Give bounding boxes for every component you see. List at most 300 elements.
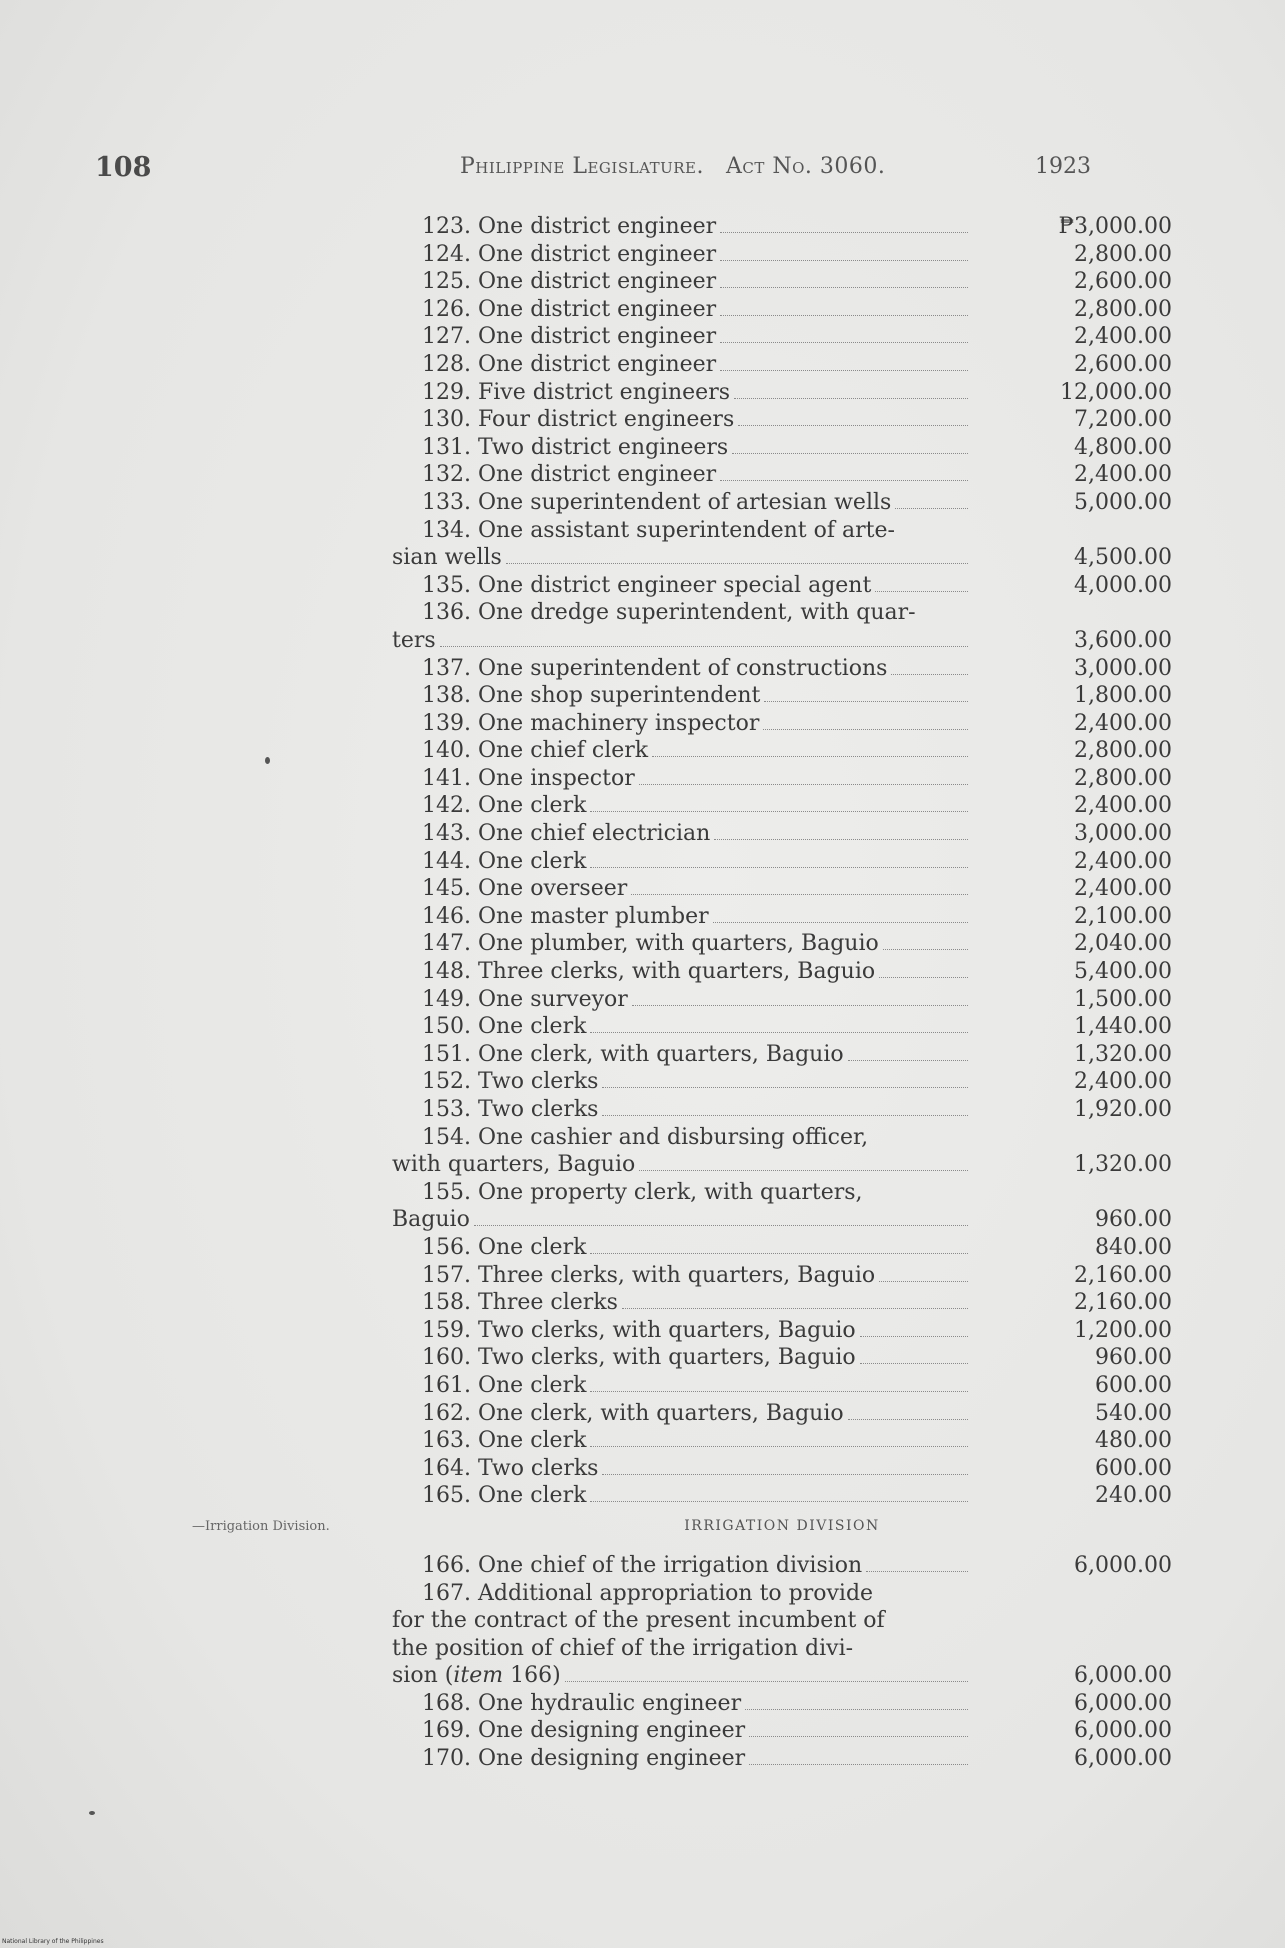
- item-text: 149. One surveyor: [422, 986, 628, 1012]
- appropriation-item: [392, 1717, 1172, 1745]
- item-amount: 2,800.00: [1074, 296, 1172, 322]
- leader-dots: [745, 1709, 968, 1710]
- item-amount: 4,500.00: [1074, 545, 1172, 571]
- appropriation-item: [392, 1317, 1172, 1345]
- item-amount: 540.00: [1095, 1400, 1172, 1426]
- item-text: 142. One clerk: [422, 793, 587, 819]
- appropriation-item: [392, 296, 1172, 324]
- item-description: [392, 737, 972, 765]
- item-text: 168. One hydraulic engineer: [422, 1690, 742, 1716]
- item-description: [392, 1317, 972, 1345]
- item-text: sian wells: [392, 545, 502, 571]
- appropriation-items-part2: [392, 1552, 1172, 1773]
- leader-dots: [590, 1501, 968, 1502]
- item-text-line: [392, 1317, 972, 1345]
- item-text-line: [392, 241, 972, 269]
- item-amount: 2,400.00: [1074, 324, 1172, 350]
- item-amount: 480.00: [1095, 1428, 1172, 1454]
- leader-dots: [732, 453, 968, 454]
- leader-dots: [749, 1764, 968, 1765]
- leader-dots: [866, 1571, 968, 1572]
- item-text: 139. One machinery inspector: [422, 710, 760, 736]
- item-text: 144. One clerk: [422, 848, 587, 874]
- item-text-line: [392, 1068, 972, 1096]
- leader-dots: [720, 287, 968, 288]
- item-text-line: [392, 958, 972, 986]
- leader-dots: [720, 342, 968, 343]
- leader-dots: [720, 480, 968, 481]
- item-text: 158. Three clerks: [422, 1290, 618, 1316]
- item-amount: 1,440.00: [1074, 1014, 1172, 1040]
- leader-dots: [891, 674, 968, 675]
- item-description: [392, 1096, 972, 1124]
- appropriation-item: [392, 820, 1172, 848]
- appropriation-item: [392, 682, 1172, 710]
- item-description: [392, 351, 972, 379]
- item-text: 143. One chief electrician: [422, 821, 711, 847]
- item-description: [392, 848, 972, 876]
- appropriation-item: [392, 572, 1172, 600]
- item-amount: 2,400.00: [1074, 876, 1172, 902]
- item-text-line: [392, 682, 972, 710]
- leader-dots: [763, 729, 968, 730]
- item-description: [392, 1455, 972, 1483]
- item-text: 145. One overseer: [422, 876, 628, 902]
- leader-dots: [631, 894, 968, 895]
- item-amount: 1,320.00: [1074, 1041, 1172, 1067]
- item-amount: 1,800.00: [1074, 683, 1172, 709]
- leader-dots: [879, 977, 968, 978]
- appropriation-item: [392, 379, 1172, 407]
- item-amount: 2,400.00: [1074, 793, 1172, 819]
- appropriation-item: [392, 213, 1172, 241]
- appropriation-item: [392, 1234, 1172, 1262]
- item-amount: 6,000.00: [1074, 1690, 1172, 1716]
- item-text-line: [392, 351, 972, 379]
- act-number: Act No. 3060.: [725, 154, 886, 179]
- item-text-line: [392, 268, 972, 296]
- item-description: [392, 1717, 972, 1745]
- item-amount: 2,400.00: [1074, 710, 1172, 736]
- appropriation-item: [392, 1482, 1172, 1510]
- item-amount: 2,600.00: [1074, 269, 1172, 295]
- item-text-line: [392, 1482, 972, 1510]
- item-description: [392, 461, 972, 489]
- item-text-line: [392, 517, 972, 545]
- item-text: 160. Two clerks, with quarters, Baguio: [422, 1345, 856, 1371]
- item-text-line: [392, 1151, 972, 1179]
- leader-dots: [565, 1681, 968, 1682]
- leader-dots: [895, 508, 968, 509]
- item-amount: 2,400.00: [1074, 462, 1172, 488]
- item-text-line: [392, 544, 972, 572]
- item-amount: ₱3,000.00: [1058, 214, 1172, 239]
- section-gap: [392, 1510, 1172, 1552]
- appropriation-item: [392, 1745, 1172, 1773]
- appropriation-item: [392, 1552, 1172, 1580]
- leader-dots: [602, 1474, 968, 1475]
- item-description: [392, 710, 972, 738]
- item-text-line: [392, 627, 972, 655]
- running-head-title: Philippine Legislature.: [460, 154, 704, 179]
- item-text: 164. Two clerks: [422, 1455, 599, 1481]
- appropriation-item: [392, 434, 1172, 462]
- item-text-line: [392, 1096, 972, 1124]
- appropriation-item: [392, 930, 1172, 958]
- appropriation-item: [392, 323, 1172, 351]
- item-text-line: [392, 655, 972, 683]
- item-text: 126. One district engineer: [422, 296, 717, 322]
- item-text-line: [392, 1662, 972, 1690]
- item-text: 161. One clerk: [422, 1372, 587, 1398]
- item-amount: 2,160.00: [1074, 1262, 1172, 1288]
- appropriation-item: [392, 1068, 1172, 1096]
- appropriation-item: [392, 710, 1172, 738]
- item-text-line: [392, 1635, 972, 1663]
- item-description: [392, 1400, 972, 1428]
- item-text: 129. Five district engineers: [422, 379, 730, 405]
- item-text: 165. One clerk: [422, 1483, 587, 1509]
- appropriation-item: [392, 406, 1172, 434]
- item-amount: 1,320.00: [1074, 1152, 1172, 1178]
- item-text: 124. One district engineer: [422, 241, 717, 267]
- item-amount: 4,000.00: [1074, 572, 1172, 598]
- appropriation-item: [392, 1041, 1172, 1069]
- appropriation-item: [392, 599, 1172, 654]
- item-description: [392, 213, 972, 241]
- appropriation-item: [392, 1580, 1172, 1690]
- appropriation-item: [392, 1289, 1172, 1317]
- item-description: [392, 682, 972, 710]
- item-text: 130. Four district engineers: [422, 407, 735, 433]
- item-description: [392, 1690, 972, 1718]
- item-amount: 2,160.00: [1074, 1290, 1172, 1316]
- item-description: [392, 765, 972, 793]
- item-text-line: [392, 1344, 972, 1372]
- leader-dots: [883, 949, 968, 950]
- item-amount: 6,000.00: [1074, 1718, 1172, 1744]
- item-text-line: [392, 489, 972, 517]
- item-amount: 6,000.00: [1074, 1663, 1172, 1689]
- item-text: 136. One dredge superintendent, with quar-: [422, 600, 916, 626]
- leader-dots: [590, 1446, 968, 1447]
- leader-dots: [713, 922, 968, 923]
- item-text: 154. One cashier and disbursing officer,: [422, 1124, 869, 1150]
- appropriation-item: [392, 351, 1172, 379]
- leader-dots: [848, 1419, 968, 1420]
- item-text: 169. One designing engineer: [422, 1718, 746, 1744]
- item-text: Baguio: [392, 1207, 470, 1233]
- item-description: [392, 1344, 972, 1372]
- item-text: 147. One plumber, with quarters, Baguio: [422, 931, 879, 957]
- item-amount: 1,920.00: [1074, 1097, 1172, 1122]
- appropriation-item: [392, 1013, 1172, 1041]
- item-description: [392, 1124, 972, 1179]
- leader-dots: [860, 1336, 968, 1337]
- item-text: 157. Three clerks, with quarters, Baguio: [422, 1262, 876, 1288]
- item-amount: 7,200.00: [1074, 407, 1172, 433]
- appropriation-item: [392, 1372, 1172, 1400]
- item-description: [392, 986, 972, 1014]
- item-text-line: [392, 1455, 972, 1483]
- item-amount: 2,100.00: [1074, 903, 1172, 929]
- item-description: [392, 875, 972, 903]
- item-description: [392, 379, 972, 407]
- item-text-line: [392, 323, 972, 351]
- item-text-line: [392, 765, 972, 793]
- item-text-line: [392, 875, 972, 903]
- item-description: [392, 1234, 972, 1262]
- leader-dots: [622, 1308, 968, 1309]
- item-text: 170. One designing engineer: [422, 1746, 746, 1772]
- item-text: 153. Two clerks: [422, 1097, 599, 1122]
- item-text: 128. One district engineer: [422, 351, 717, 377]
- leader-dots: [749, 1736, 968, 1737]
- item-text: 127. One district engineer: [422, 324, 717, 350]
- appropriation-item: [392, 489, 1172, 517]
- header-year: 1923: [1035, 154, 1091, 179]
- item-text: 133. One superintendent of artesian wells: [422, 489, 892, 515]
- item-description: [392, 599, 972, 654]
- item-description: [392, 323, 972, 351]
- item-text: ters: [392, 627, 436, 653]
- appropriation-item: [392, 848, 1172, 876]
- item-text-line: [392, 379, 972, 407]
- item-text-line: [392, 1717, 972, 1745]
- item-text: 152. Two clerks: [422, 1069, 599, 1095]
- item-amount: 2,400.00: [1074, 848, 1172, 874]
- item-amount: 960.00: [1095, 1207, 1172, 1233]
- leader-dots: [764, 701, 968, 702]
- item-description: [392, 1482, 972, 1510]
- item-text: sion (item 166): [392, 1663, 561, 1689]
- item-description: [392, 489, 972, 517]
- item-description: [392, 820, 972, 848]
- item-text: with quarters, Baguio: [392, 1152, 636, 1178]
- item-text: 150. One clerk: [422, 1014, 587, 1040]
- item-text: 131. Two district engineers: [422, 434, 729, 460]
- item-amount: 4,800.00: [1074, 434, 1172, 460]
- item-text-line: [392, 213, 972, 241]
- footer-stamp: National Library of the Philippines: [2, 1938, 104, 1945]
- item-text-line: [392, 1124, 972, 1152]
- ink-speck: [89, 1811, 95, 1815]
- item-text-line: [392, 1206, 972, 1234]
- item-description: [392, 1179, 972, 1234]
- item-description: [392, 1068, 972, 1096]
- item-text: 132. One district engineer: [422, 462, 717, 488]
- item-text-line: [392, 1289, 972, 1317]
- item-amount: 5,400.00: [1074, 959, 1172, 985]
- leader-dots: [639, 784, 968, 785]
- item-amount: 960.00: [1095, 1345, 1172, 1371]
- leader-dots: [602, 1115, 968, 1116]
- item-text-line: [392, 1013, 972, 1041]
- item-amount: 240.00: [1095, 1483, 1172, 1509]
- item-text-line: [392, 820, 972, 848]
- item-text-line: [392, 903, 972, 931]
- item-description: [392, 1552, 972, 1580]
- leader-dots: [738, 425, 968, 426]
- item-text: 167. Additional appropriation to provide: [422, 1580, 874, 1606]
- margin-note: —Irrigation Division.: [192, 1518, 330, 1534]
- item-description: [392, 1580, 972, 1690]
- item-text-line: [392, 1179, 972, 1207]
- item-amount: 6,000.00: [1074, 1552, 1172, 1578]
- leader-dots: [879, 1281, 968, 1282]
- item-text: 159. Two clerks, with quarters, Baguio: [422, 1317, 856, 1343]
- item-amount: 840.00: [1095, 1234, 1172, 1260]
- item-amount: 2,800.00: [1074, 241, 1172, 267]
- item-text-line: [392, 1041, 972, 1069]
- item-text-line: [392, 572, 972, 600]
- leader-dots: [590, 811, 968, 812]
- appropriation-item: [392, 241, 1172, 269]
- item-text-line: [392, 434, 972, 462]
- item-amount: 600.00: [1095, 1455, 1172, 1481]
- appropriation-item: [392, 1427, 1172, 1455]
- item-text-line: [392, 848, 972, 876]
- item-amount: 2,800.00: [1074, 765, 1172, 791]
- item-description: [392, 406, 972, 434]
- item-text-line: [392, 406, 972, 434]
- leader-dots: [440, 646, 968, 647]
- item-text: 135. One district engineer special agent: [422, 572, 872, 598]
- appropriation-item: [392, 1344, 1172, 1372]
- item-amount: 2,400.00: [1074, 1069, 1172, 1095]
- item-text-line: [392, 1372, 972, 1400]
- item-text-line: [392, 792, 972, 820]
- item-text: 163. One clerk: [422, 1428, 587, 1454]
- item-description: [392, 903, 972, 931]
- item-description: [392, 572, 972, 600]
- item-text-line: [392, 737, 972, 765]
- item-description: [392, 1372, 972, 1400]
- appropriation-item: [392, 517, 1172, 572]
- appropriation-item: [392, 1124, 1172, 1179]
- item-text: 151. One clerk, with quarters, Baguio: [422, 1041, 844, 1067]
- item-description: [392, 792, 972, 820]
- appropriation-list: [392, 213, 1172, 1773]
- item-text-line: [392, 1745, 972, 1773]
- item-text: 146. One master plumber: [422, 903, 709, 929]
- item-text-line: [392, 461, 972, 489]
- item-text-line: [392, 1427, 972, 1455]
- item-description: [392, 1041, 972, 1069]
- appropriation-item: [392, 958, 1172, 986]
- running-head: [460, 154, 885, 179]
- appropriation-item: [392, 1400, 1172, 1428]
- item-amount: 2,800.00: [1074, 738, 1172, 764]
- item-text: the position of chief of the irrigation divi-: [392, 1635, 854, 1661]
- appropriation-item: [392, 1096, 1172, 1124]
- appropriation-item: [392, 268, 1172, 296]
- appropriation-item: [392, 1690, 1172, 1718]
- page-number: 108: [95, 152, 152, 183]
- appropriation-item: [392, 903, 1172, 931]
- item-description: [392, 434, 972, 462]
- appropriation-item: [392, 1262, 1172, 1290]
- leader-dots: [720, 315, 968, 316]
- item-text: 140. One chief clerk: [422, 738, 649, 764]
- appropriation-item: [392, 1179, 1172, 1234]
- item-amount: 3,600.00: [1074, 627, 1172, 653]
- item-amount: 6,000.00: [1074, 1746, 1172, 1772]
- item-text: 141. One inspector: [422, 765, 635, 791]
- item-amount: 1,500.00: [1074, 986, 1172, 1012]
- item-text: 155. One property clerk, with quarters,: [422, 1179, 863, 1205]
- leader-dots: [602, 1087, 968, 1088]
- item-text-line: [392, 599, 972, 627]
- item-description: [392, 1013, 972, 1041]
- leader-dots: [632, 1005, 968, 1006]
- appropriation-item: [392, 765, 1172, 793]
- item-text: for the contract of the present incumbent of: [392, 1608, 885, 1634]
- appropriation-item: [392, 792, 1172, 820]
- appropriation-item: [392, 737, 1172, 765]
- page-header: [0, 150, 1285, 190]
- leader-dots: [590, 867, 968, 868]
- item-text-line: [392, 986, 972, 1014]
- item-text: 137. One superintendent of constructions: [422, 655, 888, 681]
- ink-speck: [265, 757, 270, 764]
- appropriation-item: [392, 655, 1172, 683]
- leader-dots: [860, 1363, 968, 1364]
- item-text-line: [392, 1234, 972, 1262]
- item-amount: 600.00: [1095, 1372, 1172, 1398]
- item-description: [392, 1262, 972, 1290]
- leader-dots: [506, 563, 968, 564]
- item-description: [392, 930, 972, 958]
- item-text-line: [392, 1580, 972, 1608]
- item-text: 162. One clerk, with quarters, Baguio: [422, 1400, 844, 1426]
- leader-dots: [474, 1225, 968, 1226]
- item-text-line: [392, 710, 972, 738]
- item-description: [392, 655, 972, 683]
- item-amount: 5,000.00: [1074, 489, 1172, 515]
- item-description: [392, 1427, 972, 1455]
- leader-dots: [848, 1060, 968, 1061]
- item-description: [392, 1289, 972, 1317]
- leader-dots: [590, 1032, 968, 1033]
- item-description: [392, 958, 972, 986]
- item-amount: 12,000.00: [1060, 379, 1172, 405]
- item-text: 125. One district engineer: [422, 269, 717, 295]
- section-heading: IRRIGATION DIVISION: [684, 1517, 880, 1534]
- item-amount: 2,040.00: [1074, 931, 1172, 957]
- item-description: [392, 268, 972, 296]
- item-text-line: [392, 1262, 972, 1290]
- item-text: 138. One shop superintendent: [422, 683, 761, 709]
- item-text-line: [392, 930, 972, 958]
- item-text: 148. Three clerks, with quarters, Baguio: [422, 959, 876, 985]
- leader-dots: [652, 756, 968, 757]
- leader-dots: [639, 1170, 968, 1171]
- item-amount: 3,000.00: [1074, 821, 1172, 847]
- appropriation-item: [392, 986, 1172, 1014]
- item-text-line: [392, 1607, 972, 1635]
- leader-dots: [720, 260, 968, 261]
- item-text-line: [392, 1552, 972, 1580]
- appropriation-items-part1: [392, 213, 1172, 1510]
- item-amount: 3,000.00: [1074, 655, 1172, 681]
- item-amount: 1,200.00: [1074, 1317, 1172, 1343]
- item-text: 123. One district engineer: [422, 214, 717, 239]
- item-description: [392, 296, 972, 324]
- item-text: 166. One chief of the irrigation division: [422, 1552, 863, 1578]
- item-text-line: [392, 1690, 972, 1718]
- leader-dots: [714, 839, 968, 840]
